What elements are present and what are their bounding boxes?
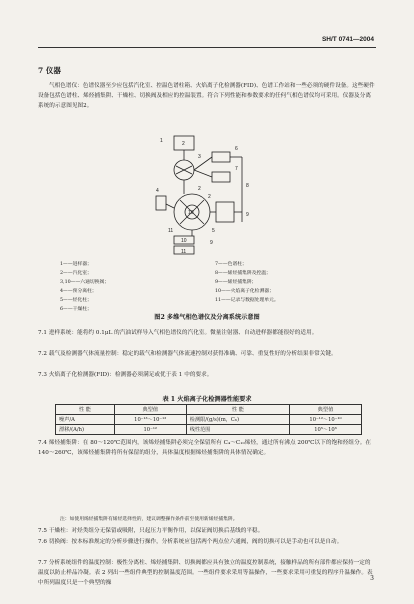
paragraph-intro: 气相色谱仪：色谱仪器至少应包括汽化室、控温色谱柱箱、火焰离子化检测器(FID)、色谱工作站和一些必须的硬件设备。这些硬件设备包括色谱柱、烯烃捕集阱、干燥柱、切换阀及相应的控温装置。符合下列性能和参数要求的任何气相色谱仪均可采用。仪器及分离系统的示意图见图2。 [38, 83, 375, 109]
table-cell: 检测限/(g/s)(m，C₆) [186, 415, 289, 425]
header-rule [38, 47, 376, 48]
table-cell: 噪声/A [56, 415, 115, 425]
page-number: 3 [370, 575, 374, 582]
legend-item: 1——进样器； [60, 262, 92, 267]
diagram-label: 9 [210, 240, 213, 246]
diagram-label: 5 [212, 228, 215, 234]
table-caption: 表 1 火焰离子化检测器性能要求 [162, 396, 252, 403]
legend-item: 4——预分离柱； [60, 289, 97, 294]
legend-item: 6——干燥柱； [60, 307, 92, 312]
legend-item: 11——记录与数据处理单元。 [215, 298, 279, 303]
paragraph-7-7: 7.7 分析系统组件的温度控制：极性分离柱、烯烃捕集阱、切换阀都应具有独立的温度控制系统，接触样品的所有部件都应保持一定的温度以防止样品冷凝。表 2 列出一些组件典型的控制温度范围。一些组件要求采用等温操作，一些要求采用可重复的程序升温操作。表中所列温度只是一个典型的操 [38, 560, 373, 586]
header-code: SH/T 0741—2004 [321, 36, 374, 43]
table-header-row [56, 405, 362, 415]
legend-item: 3,10——六通切换阀； [60, 280, 110, 285]
diagram-label: 2 [208, 194, 211, 200]
paragraph-7-6: 7.6 切换阀：按本标准规定的分析步骤进行操作，分析系统应包括两个两点位六通阀，阀的切换可以是手动也可以是自动。 [38, 539, 343, 545]
diagram-label: 6 [235, 146, 238, 152]
table-header: 性 能 [56, 405, 115, 415]
diagram-label: 10 [188, 210, 194, 216]
diagram-label: 11 [181, 249, 187, 255]
paragraph-7-3: 7.3 火焰离子化检测器(FID)：检测器必须满足或优于表 1 中的要求。 [38, 372, 213, 378]
table-cell: 10⁻¹²～10⁻¹⁰ [290, 415, 362, 425]
diagram-label: 8 [246, 183, 249, 189]
legend-right [215, 260, 279, 305]
table-header: 典型值 [114, 405, 186, 415]
legend-item: 7——色谱柱； [215, 262, 247, 267]
schematic-diagram [152, 132, 262, 258]
legend-left [60, 260, 109, 314]
table-header: 性 能 [186, 405, 289, 415]
diagram-label: 2 [198, 186, 201, 192]
diagram-label: 1 [160, 138, 163, 144]
paragraph-7-5: 7.5 干燥柱：对烃类组分无保留或吸附，只起压力平衡作用，以保证阀切换后基线的平稳。 [38, 528, 264, 534]
paragraph-7-2: 7.2 载气及检测器气体流量控制：稳定的载气和检测器气体流速控制对获得准确、可靠、重复性好的分析结果非常关键。 [38, 351, 337, 357]
diagram-label: 9 [246, 212, 249, 218]
table-row [56, 415, 362, 425]
table-cell: 线性范围 [186, 425, 289, 435]
legend-item: 5——烃化柱； [60, 298, 92, 303]
legend-item: 8——烯烃捕集阱及控温； [215, 271, 271, 276]
diagram-label: 11 [168, 228, 174, 234]
table-cell: 10⁵～10⁶ [290, 425, 362, 435]
legend-item: 2——汽化室； [60, 271, 92, 276]
diagram-label: 7 [235, 166, 238, 172]
table-row [56, 425, 362, 435]
section-title: 7 仪器 [38, 66, 61, 75]
diagram-label: 10 [181, 238, 187, 244]
table-cell: 漂移/(A/h) [56, 425, 115, 435]
table-cell: 10⁻¹³～10⁻¹² [114, 415, 186, 425]
legend-item: 9——烯烃捕集阱； [215, 280, 257, 285]
performance-table [55, 404, 362, 435]
paragraph-7-1: 7.1 进样系统：能将约 0.1μL 的汽油试样导入气相色谱仪的汽化室。微量注射器、自动进样器都能很好的适用。 [38, 330, 318, 336]
figure-caption: 图2 多维气相色谱仪及分离系统示意图 [154, 314, 260, 321]
diagram-label: 2 [182, 141, 185, 147]
note-text: 注：如使用烯烃捕集阱有烯烃选择性的，建议调整操作条件前至使用新烯烃捕集阱。 [60, 517, 238, 522]
table-cell: 10⁻¹² [114, 425, 186, 435]
table-header: 典型值 [290, 405, 362, 415]
diagram-label: 3 [198, 154, 201, 160]
diagram-label: 4 [156, 188, 159, 194]
legend-item: 10——火焰离子化检测器； [215, 289, 274, 294]
paragraph-7-4: 7.4 烯烃捕集阱：在 80～120℃范围内，该烯烃捕集阱必须完全保留所有 C₄～C₁₀烯烃，通过所有沸点 200℃以下的饱和烃组分。在 140～260℃，该烯烃捕集阱将所有保留的组分，具体温度根据烯烃捕集阱的具体情况确定。 [38, 440, 371, 456]
